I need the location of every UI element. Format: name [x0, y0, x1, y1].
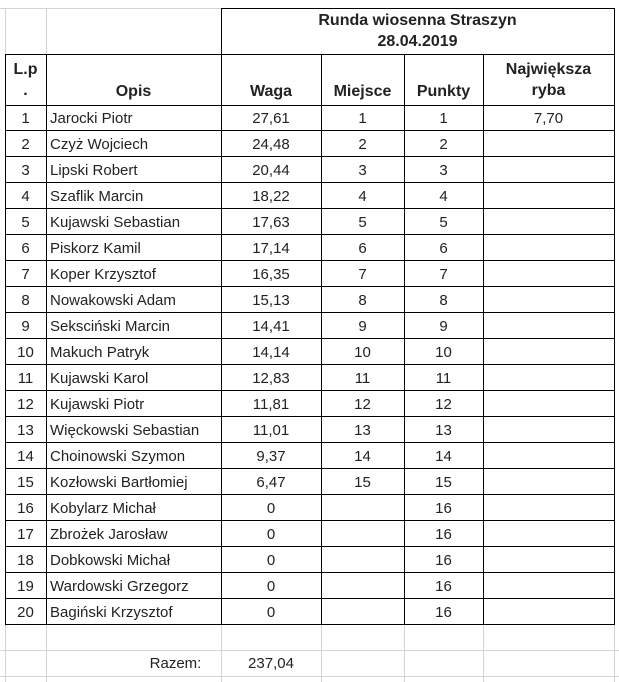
header-miejsce[interactable] — [321, 54, 404, 105]
cell-miejsce-text: 4 — [358, 187, 367, 205]
cell-waga[interactable] — [221, 573, 321, 599]
cell-name[interactable] — [46, 521, 221, 547]
border-line — [5, 364, 615, 365]
cell-lp[interactable] — [5, 417, 46, 443]
cell-waga-text: 0 — [266, 551, 276, 569]
cell-waga[interactable] — [221, 521, 321, 547]
cell-miejsce[interactable] — [321, 495, 404, 521]
cell-ryba[interactable] — [483, 469, 614, 495]
cell-lp-text: 17 — [17, 525, 34, 543]
cell-miejsce-text: 9 — [358, 317, 367, 335]
header-punkty-text: Punkty — [416, 83, 471, 100]
cell-punkty-text: 16 — [435, 577, 452, 595]
cell-lp[interactable] — [5, 495, 46, 521]
cell-punkty[interactable] — [404, 521, 483, 547]
border-line — [5, 54, 6, 625]
cell-miejsce-text: 15 — [354, 473, 371, 491]
border-line — [5, 390, 615, 391]
cell-punkty[interactable] — [404, 443, 483, 469]
cell-ryba[interactable] — [483, 573, 614, 599]
cell-punkty[interactable] — [404, 339, 483, 365]
cell-lp-text: 5 — [21, 213, 30, 231]
cell-name-text: Więckowski Sebastian — [50, 421, 200, 439]
cell-miejsce-text: 1 — [358, 109, 367, 127]
border-line — [404, 54, 405, 625]
border-line — [5, 105, 615, 106]
cell-lp-text: 13 — [17, 421, 34, 439]
cell-lp[interactable] — [5, 287, 46, 313]
cell-name-text: Jarocki Piotr — [50, 109, 133, 127]
cell-punkty[interactable] — [404, 469, 483, 495]
cell-punkty[interactable] — [404, 287, 483, 313]
cell-waga-text: 6,47 — [256, 473, 286, 491]
cell-punkty-text: 2 — [439, 135, 448, 153]
header-ryba-line1: Największa — [505, 60, 592, 78]
cell-miejsce[interactable] — [321, 469, 404, 495]
cell-ryba[interactable] — [483, 313, 614, 339]
total-label: Razem: — [149, 654, 202, 672]
cell-punkty-text: 15 — [435, 473, 452, 491]
cell-punkty[interactable] — [404, 573, 483, 599]
cell-name-text: Lipski Robert — [50, 161, 138, 179]
cell-lp-text: 11 — [17, 369, 34, 387]
cell-ryba[interactable] — [483, 599, 614, 625]
cell-lp[interactable] — [5, 105, 46, 131]
cell-ryba[interactable] — [483, 495, 614, 521]
header-miejsce-text: Miejsce — [333, 83, 392, 100]
cell-lp[interactable] — [5, 521, 46, 547]
border-line — [46, 54, 47, 625]
border-line — [5, 208, 615, 209]
cell-waga-text: 0 — [266, 499, 276, 517]
cell-name-text: Kujawski Karol — [50, 369, 149, 387]
total-label-cell[interactable] — [130, 650, 221, 676]
cell-punkty-text: 16 — [435, 603, 452, 621]
cell-lp[interactable] — [5, 131, 46, 157]
header-punkty[interactable] — [404, 54, 483, 105]
cell-waga-text: 14,14 — [252, 343, 290, 361]
cell-punkty[interactable] — [404, 209, 483, 235]
cell-miejsce[interactable] — [321, 339, 404, 365]
cell-punkty-text: 7 — [439, 265, 448, 283]
cell-name[interactable] — [46, 495, 221, 521]
cell-punkty[interactable] — [404, 313, 483, 339]
cell-punkty-text: 6 — [439, 239, 448, 257]
cell-lp[interactable] — [5, 547, 46, 573]
cell-miejsce[interactable] — [321, 157, 404, 183]
cell-name[interactable] — [46, 599, 221, 625]
cell-name[interactable] — [46, 209, 221, 235]
cell-name-text: Kozłowski Bartłomiej — [50, 473, 188, 491]
cell-name-text: Nowakowski Adam — [50, 291, 176, 309]
border-line — [221, 8, 615, 9]
cell-miejsce[interactable] — [321, 547, 404, 573]
border-line — [483, 54, 484, 625]
cell-lp-text: 3 — [21, 161, 30, 179]
cell-miejsce-text: 14 — [354, 447, 371, 465]
cell-ryba[interactable] — [483, 339, 614, 365]
cell-name-text: Czyż Wojciech — [50, 135, 149, 153]
gridline — [0, 8, 221, 9]
cell-lp[interactable] — [5, 443, 46, 469]
cell-lp-text: 15 — [17, 473, 34, 491]
cell-lp-text: 7 — [21, 265, 30, 283]
border-line — [5, 130, 615, 131]
gridline — [221, 625, 222, 682]
cell-miejsce[interactable] — [321, 443, 404, 469]
cell-ryba[interactable] — [483, 261, 614, 287]
cell-waga-text: 0 — [266, 525, 276, 543]
cell-ryba[interactable] — [483, 131, 614, 157]
cell-waga[interactable] — [221, 261, 321, 287]
border-line — [614, 8, 615, 54]
cell-waga[interactable] — [221, 417, 321, 443]
cell-waga[interactable] — [221, 391, 321, 417]
cell-name[interactable] — [46, 261, 221, 287]
cell-name[interactable] — [46, 157, 221, 183]
border-line — [5, 494, 615, 495]
cell-waga-text: 11,01 — [252, 421, 290, 439]
cell-punkty-text: 16 — [435, 551, 452, 569]
cell-lp[interactable] — [5, 599, 46, 625]
border-line — [5, 468, 615, 469]
cell-name[interactable] — [46, 365, 221, 391]
cell-name-text: Choinowski Szymon — [50, 447, 186, 465]
cell-name[interactable] — [46, 547, 221, 573]
border-line — [5, 54, 615, 55]
event-date: 28.04.2019 — [377, 33, 458, 50]
cell-name-text: Seksciński Marcin — [50, 317, 171, 335]
cell-name-text: Wardowski Grzegorz — [50, 577, 189, 595]
gridline — [321, 625, 322, 682]
border-line — [5, 416, 615, 417]
cell-waga-text: 24,48 — [252, 135, 290, 153]
cell-miejsce-text: 7 — [358, 265, 367, 283]
cell-punkty[interactable] — [404, 391, 483, 417]
cell-waga-text: 0 — [266, 577, 276, 595]
header-lp-line1: L.p — [13, 60, 38, 78]
cell-lp-text: 2 — [21, 135, 30, 153]
cell-punkty-text: 14 — [435, 447, 452, 465]
cell-waga[interactable] — [221, 313, 321, 339]
cell-lp[interactable] — [5, 157, 46, 183]
cell-ryba[interactable] — [483, 209, 614, 235]
cell-miejsce-text: 11 — [354, 369, 371, 387]
border-line — [5, 546, 615, 547]
cell-punkty-text: 3 — [439, 161, 448, 179]
gridline — [0, 650, 619, 651]
cell-ryba[interactable] — [483, 287, 614, 313]
cell-waga-text: 11,81 — [252, 395, 290, 413]
cell-punkty[interactable] — [404, 547, 483, 573]
cell-waga-text: 12,83 — [252, 369, 290, 387]
cell-ryba[interactable] — [483, 547, 614, 573]
cell-punkty-text: 5 — [439, 213, 448, 231]
gridline — [46, 625, 47, 682]
cell-name[interactable] — [46, 131, 221, 157]
cell-ryba[interactable] — [483, 521, 614, 547]
cell-punkty[interactable] — [404, 417, 483, 443]
cell-punkty-text: 12 — [435, 395, 452, 413]
header-opis-text: Opis — [115, 83, 152, 100]
cell-waga[interactable] — [221, 157, 321, 183]
cell-lp[interactable] — [5, 469, 46, 495]
total-value: 237,04 — [248, 654, 294, 672]
cell-lp-text: 4 — [21, 187, 30, 205]
cell-punkty[interactable] — [404, 105, 483, 131]
cell-miejsce-text: 8 — [358, 291, 367, 309]
event-title-cell[interactable] — [221, 8, 614, 54]
cell-miejsce[interactable] — [321, 183, 404, 209]
cell-waga[interactable] — [221, 443, 321, 469]
cell-name[interactable] — [46, 573, 221, 599]
cell-punkty[interactable] — [404, 235, 483, 261]
border-line — [5, 598, 615, 599]
cell-punkty[interactable] — [404, 131, 483, 157]
cell-lp-text: 9 — [21, 317, 30, 335]
border-line — [5, 260, 615, 261]
gridline — [5, 8, 6, 54]
total-value-cell[interactable] — [221, 650, 321, 676]
cell-punkty-text: 16 — [435, 499, 452, 517]
cell-lp-text: 16 — [17, 499, 34, 517]
cell-lp-text: 12 — [17, 395, 34, 413]
border-line — [614, 54, 615, 625]
cell-lp[interactable] — [5, 339, 46, 365]
cell-waga-text: 17,63 — [252, 213, 290, 231]
cell-punkty-text: 1 — [439, 109, 448, 127]
cell-name[interactable] — [46, 183, 221, 209]
cell-name-text: Kujawski Piotr — [50, 395, 145, 413]
event-title: Runda wiosenna Straszyn — [318, 12, 517, 29]
cell-ryba[interactable] — [483, 365, 614, 391]
gridline — [483, 625, 484, 682]
cell-ryba[interactable] — [483, 157, 614, 183]
cell-punkty-text: 9 — [439, 317, 448, 335]
cell-lp-text: 10 — [17, 343, 34, 361]
cell-lp[interactable] — [5, 183, 46, 209]
border-line — [5, 442, 615, 443]
cell-name[interactable] — [46, 313, 221, 339]
header-najwieksza-ryba[interactable] — [483, 54, 614, 105]
cell-waga[interactable] — [221, 547, 321, 573]
border-line — [221, 54, 222, 625]
header-lp-line2: . — [23, 81, 28, 99]
cell-ryba[interactable] — [483, 391, 614, 417]
cell-waga-text: 27,61 — [252, 109, 290, 127]
cell-lp-text: 19 — [17, 577, 34, 595]
border-line — [221, 8, 222, 54]
gridline — [5, 625, 6, 682]
cell-name-text: Zbrożek Jarosław — [50, 525, 168, 543]
cell-miejsce-text: 10 — [354, 343, 371, 361]
cell-miejsce[interactable] — [321, 365, 404, 391]
cell-name-text: Bagiński Krzysztof — [50, 603, 173, 621]
cell-punkty-text: 11 — [435, 369, 452, 387]
border-line — [5, 312, 615, 313]
cell-punkty[interactable] — [404, 495, 483, 521]
cell-waga[interactable] — [221, 287, 321, 313]
header-waga[interactable] — [221, 54, 321, 105]
cell-miejsce[interactable] — [321, 521, 404, 547]
cell-lp[interactable] — [5, 313, 46, 339]
border-line — [5, 182, 615, 183]
cell-punkty[interactable] — [404, 157, 483, 183]
cell-waga[interactable] — [221, 131, 321, 157]
cell-waga[interactable] — [221, 235, 321, 261]
gridline — [46, 8, 47, 54]
cell-lp-text: 14 — [17, 447, 34, 465]
cell-waga-text: 14,41 — [252, 317, 290, 335]
cell-miejsce-text: 6 — [358, 239, 367, 257]
cell-name[interactable] — [46, 391, 221, 417]
cell-miejsce-text: 12 — [354, 395, 371, 413]
cell-miejsce[interactable] — [321, 209, 404, 235]
cell-punkty-text: 13 — [435, 421, 452, 439]
cell-name-text: Szaflik Marcin — [50, 187, 144, 205]
border-line — [5, 520, 615, 521]
cell-punkty-text: 4 — [439, 187, 448, 205]
cell-waga-text: 9,37 — [256, 447, 286, 465]
cell-name[interactable] — [46, 235, 221, 261]
cell-name-text: Kobylarz Michał — [50, 499, 156, 517]
cell-name-text: Piskorz Kamil — [50, 239, 141, 257]
cell-waga-text: 20,44 — [252, 161, 290, 179]
cell-miejsce[interactable] — [321, 417, 404, 443]
border-line — [5, 234, 615, 235]
cell-lp-text: 1 — [21, 109, 30, 127]
cell-lp[interactable] — [5, 261, 46, 287]
border-line — [5, 572, 615, 573]
cell-ryba[interactable] — [483, 443, 614, 469]
border-line — [321, 54, 322, 625]
cell-name-text: Makuch Patryk — [50, 343, 150, 361]
cell-waga-text: 18,22 — [252, 187, 290, 205]
cell-miejsce-text: 3 — [358, 161, 367, 179]
header-opis[interactable] — [46, 54, 221, 105]
gridline — [404, 625, 405, 682]
gridline — [614, 625, 615, 682]
cell-waga-text: 17,14 — [252, 239, 290, 257]
cell-name[interactable] — [46, 469, 221, 495]
cell-miejsce[interactable] — [321, 391, 404, 417]
cell-punkty[interactable] — [404, 261, 483, 287]
header-ryba-line2: ryba — [531, 81, 566, 99]
cell-waga[interactable] — [221, 339, 321, 365]
cell-miejsce[interactable] — [321, 573, 404, 599]
cell-punkty[interactable] — [404, 183, 483, 209]
cell-waga[interactable] — [221, 105, 321, 131]
cell-punkty-text: 16 — [435, 525, 452, 543]
border-line — [5, 624, 615, 625]
cell-miejsce[interactable] — [321, 105, 404, 131]
cell-miejsce[interactable] — [321, 599, 404, 625]
cell-waga-text: 15,13 — [252, 291, 290, 309]
cell-lp-text: 18 — [17, 551, 34, 569]
cell-miejsce[interactable] — [321, 287, 404, 313]
cell-ryba[interactable] — [483, 105, 614, 131]
cell-lp-text: 20 — [17, 603, 34, 621]
border-line — [5, 156, 615, 157]
cell-miejsce[interactable] — [321, 313, 404, 339]
cell-name[interactable] — [46, 339, 221, 365]
cell-ryba[interactable] — [483, 235, 614, 261]
cell-name-text: Kujawski Sebastian — [50, 213, 181, 231]
header-lp[interactable] — [5, 54, 46, 105]
cell-punkty[interactable] — [404, 599, 483, 625]
cell-ryba-text: 7,70 — [533, 109, 564, 127]
border-line — [5, 286, 615, 287]
gridline — [0, 676, 619, 677]
cell-punkty-text: 8 — [439, 291, 448, 309]
cell-name[interactable] — [46, 287, 221, 313]
header-waga-text: Waga — [249, 83, 293, 100]
cell-waga-text: 0 — [266, 603, 276, 621]
cell-lp[interactable] — [5, 365, 46, 391]
cell-waga[interactable] — [221, 209, 321, 235]
cell-waga[interactable] — [221, 599, 321, 625]
cell-waga-text: 16,35 — [252, 265, 290, 283]
cell-punkty[interactable] — [404, 365, 483, 391]
cell-name-text: Koper Krzysztof — [50, 265, 156, 283]
cell-ryba[interactable] — [483, 417, 614, 443]
cell-waga[interactable] — [221, 495, 321, 521]
cell-waga[interactable] — [221, 365, 321, 391]
cell-name[interactable] — [46, 105, 221, 131]
cell-lp[interactable] — [5, 209, 46, 235]
cell-waga[interactable] — [221, 469, 321, 495]
cell-miejsce-text: 5 — [358, 213, 367, 231]
cell-lp[interactable] — [5, 391, 46, 417]
cell-miejsce[interactable] — [321, 235, 404, 261]
cell-punkty-text: 10 — [435, 343, 452, 361]
cell-waga[interactable] — [221, 183, 321, 209]
cell-miejsce[interactable] — [321, 261, 404, 287]
cell-lp[interactable] — [5, 235, 46, 261]
cell-lp-text: 6 — [21, 239, 30, 257]
cell-miejsce-text: 13 — [354, 421, 371, 439]
cell-name-text: Dobkowski Michał — [50, 551, 171, 569]
cell-name[interactable] — [46, 443, 221, 469]
cell-ryba[interactable] — [483, 183, 614, 209]
border-line — [5, 338, 615, 339]
cell-name[interactable] — [46, 417, 221, 443]
cell-lp-text: 8 — [21, 291, 30, 309]
cell-miejsce[interactable] — [321, 131, 404, 157]
cell-miejsce-text: 2 — [358, 135, 367, 153]
cell-lp[interactable] — [5, 573, 46, 599]
